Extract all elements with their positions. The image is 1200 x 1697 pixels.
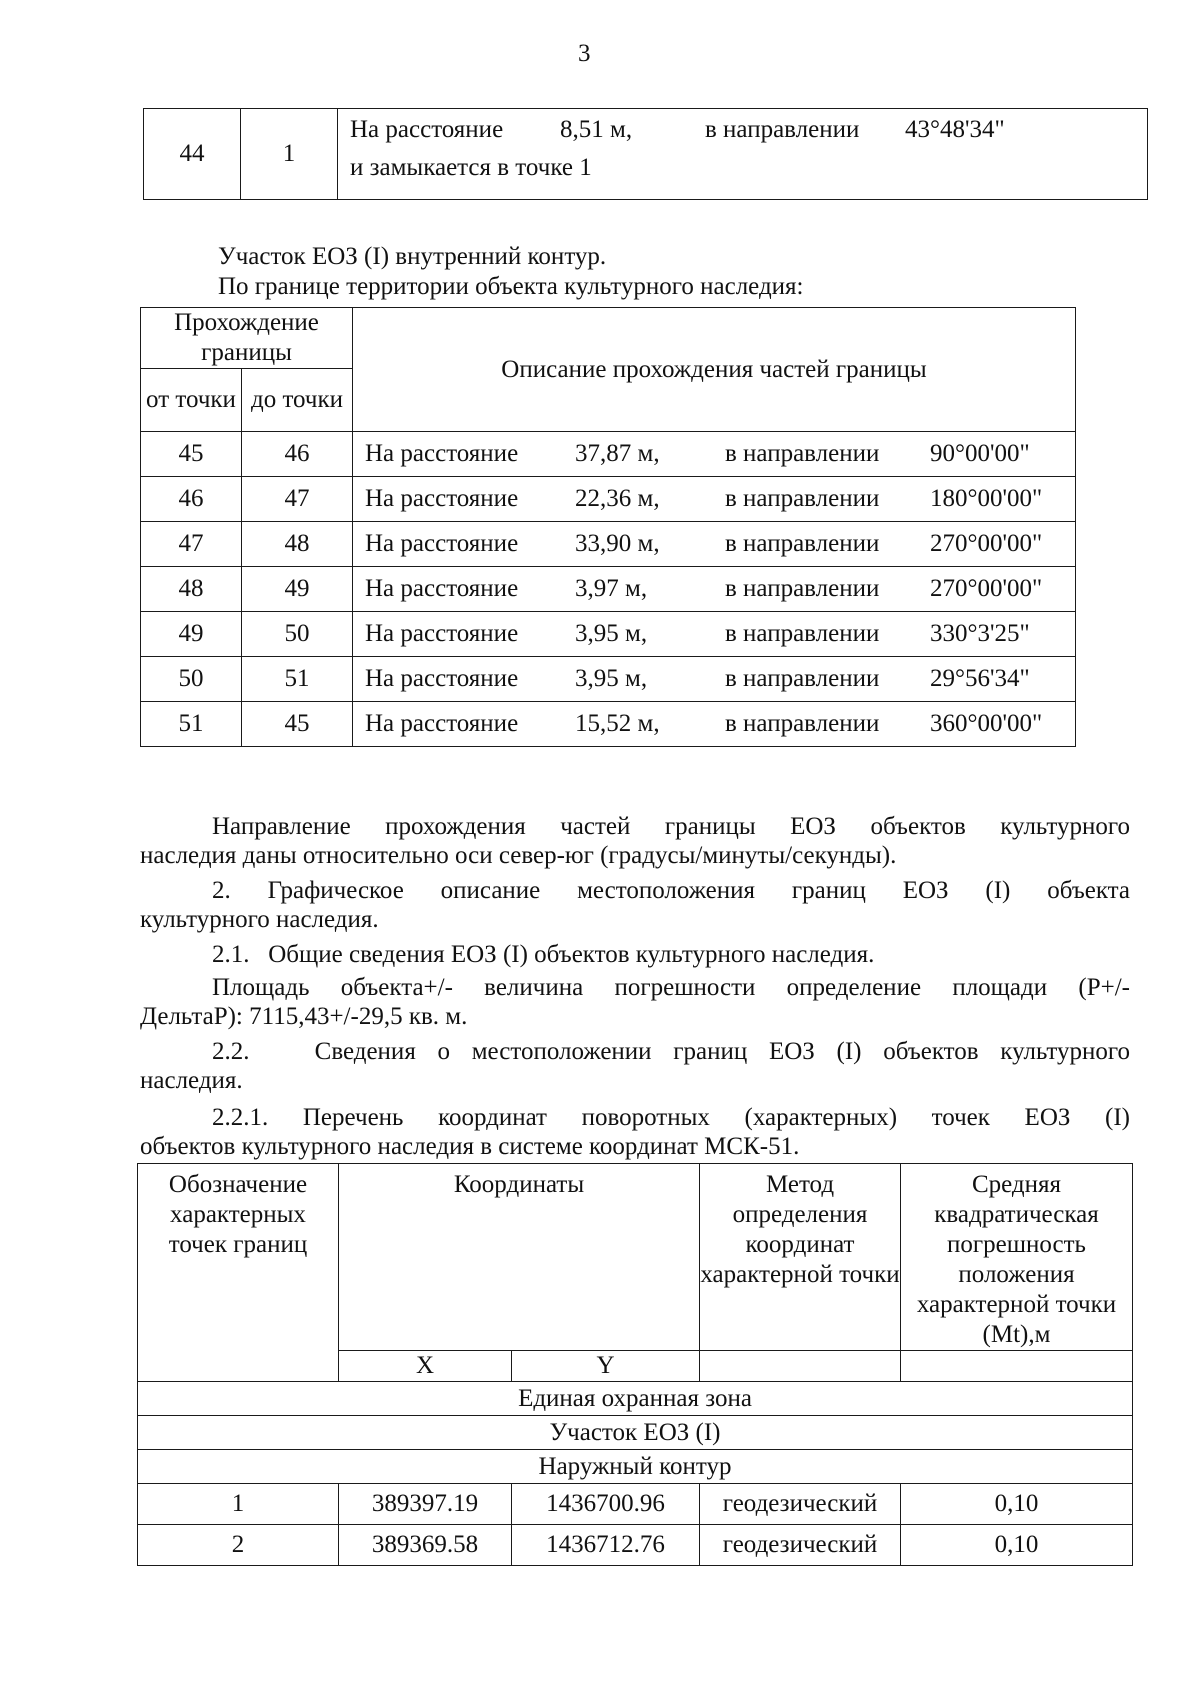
page-number: 3 [578,40,591,67]
direction-value: 360°00'00" [930,710,1043,737]
to-point-cell: 47 [242,477,353,522]
y-header: Y [512,1351,700,1382]
error-header: Средняя квадратическая погрешность положения характерной точки (Mt),м [901,1164,1133,1351]
distance-prefix: На расстояние [365,575,519,602]
contour-section-label: Наружный контур [138,1450,1133,1484]
error-cell: 0,10 [901,1484,1133,1525]
description-cell [353,477,1076,522]
from-point-cell: 47 [141,522,242,567]
area-text: ДельтаР): 7115,43+/-29,5 кв. м. [140,1003,468,1030]
to-point-cell: 49 [242,567,353,612]
boundary-intro: По границе территории объекта культурного наследия: [218,273,804,300]
description-cell [353,702,1076,747]
description-cell [353,522,1076,567]
general-info-heading: 2.1. Общие сведения ЕОЗ (I) объектов культурного наследия. [212,941,875,968]
table-row [138,1416,1133,1450]
x-coordinate-cell: 389369.58 [339,1525,512,1566]
method-cell: геодезический [700,1525,901,1566]
boundary-description-table [140,307,1076,747]
table-header-row [141,308,1076,369]
distance-value: 15,52 м, [575,710,660,737]
error-subheader [901,1351,1133,1382]
table-row [138,1382,1133,1416]
distance-prefix: На расстояние [365,665,519,692]
to-point-cell: 46 [242,432,353,477]
table-row [141,612,1076,657]
table-row [141,702,1076,747]
description-header: Описание прохождения частей границы [353,308,1076,432]
distance-value: 22,36 м, [575,485,660,512]
table-row [141,657,1076,702]
to-point-cell: 51 [242,657,353,702]
distance-prefix: На расстояние [365,440,519,467]
coordinates-header: Координаты [339,1164,700,1351]
from-point-cell: 50 [141,657,242,702]
coordinates-list-heading: объектов культурного наследия в системе координат МСК-51. [140,1133,800,1160]
direction-value: 330°3'25" [930,620,1030,647]
table-row [141,432,1076,477]
description-line [338,109,1147,145]
area-text: Площадь объекта+/- величина погрешности определение площади (Р+/- [212,974,1130,1001]
direction-value: 29°56'34" [930,665,1030,692]
direction-label: в направлении [725,665,880,692]
distance-prefix: На расстояние [365,530,519,557]
y-coordinate-cell: 1436712.76 [512,1525,700,1566]
direction-label: в направлении [725,485,880,512]
table-row [141,477,1076,522]
distance-value: 37,87 м, [575,440,660,467]
from-point-cell: 45 [141,432,242,477]
direction-note-line: наследия даны относительно оси север-юг (градусы/минуты/секунды). [140,842,897,869]
y-coordinate-cell: 1436700.96 [512,1484,700,1525]
table-row [138,1525,1133,1566]
distance-value: 8,51 м, [560,116,633,143]
zone-section-label: Единая охранная зона [138,1382,1133,1416]
distance-prefix: На расстояние [365,620,519,647]
x-coordinate-cell: 389397.19 [339,1484,512,1525]
direction-value: 180°00'00" [930,485,1043,512]
to-point-cell: 50 [242,612,353,657]
direction-label: в направлении [725,530,880,557]
from-point-cell: 51 [141,702,242,747]
direction-note-line: Направление прохождения частей границы ЕОЗ объектов культурного [212,813,1130,840]
from-point-header: от точки [141,369,242,432]
boundary-continuation-table [143,108,1148,200]
from-point-cell: 48 [141,567,242,612]
to-point-cell: 1 [241,109,338,200]
distance-value: 3,95 м, [575,665,648,692]
direction-label: в направлении [725,710,880,737]
boundary-rows [141,432,1076,747]
distance-value: 3,97 м, [575,575,648,602]
table-row [138,1484,1133,1525]
section-inner-contour: Участок ЕОЗ (I) внутренний контур. [218,243,607,270]
error-cell: 0,10 [901,1525,1133,1566]
method-cell: геодезический [700,1484,901,1525]
from-point-cell: 49 [141,612,242,657]
table-header-row [138,1164,1133,1351]
designation-header: Обозначение характерных точек границ [138,1164,339,1382]
graphic-description-heading: 2. Графическое описание местоположения границ ЕОЗ (I) объекта [212,877,1130,904]
distance-value: 33,90 м, [575,530,660,557]
method-subheader [700,1351,901,1382]
direction-value: 90°00'00" [930,440,1030,467]
table-row [141,522,1076,567]
method-header: Метод определения координат характерной точки [700,1164,901,1351]
table-row [141,567,1076,612]
description-cell [353,657,1076,702]
description-cell [353,432,1076,477]
direction-value: 270°00'00" [930,530,1043,557]
coordinates-table [137,1163,1133,1566]
closing-text: и замыкается в точке 1 [350,154,592,181]
table-row [144,109,1148,200]
x-header: X [339,1351,512,1382]
area-section-label: Участок ЕОЗ (I) [138,1416,1133,1450]
description-cell [338,109,1148,200]
to-point-cell: 48 [242,522,353,567]
from-point-cell: 46 [141,477,242,522]
point-number-cell: 1 [138,1484,339,1525]
direction-label: в направлении [705,116,860,143]
from-point-cell: 44 [144,109,241,200]
direction-label: в направлении [725,620,880,647]
table-row [138,1450,1133,1484]
coordinates-list-heading: 2.2.1. Перечень координат поворотных (характерных) точек ЕОЗ (I) [212,1104,1130,1131]
distance-prefix: На расстояние [365,485,519,512]
direction-value: 43°48'34" [905,116,1005,143]
direction-label: в направлении [725,440,880,467]
distance-value: 3,95 м, [575,620,648,647]
location-heading: наследия. [140,1067,243,1094]
direction-label: в направлении [725,575,880,602]
description-cell [353,612,1076,657]
description-cell [353,567,1076,612]
to-point-cell: 45 [242,702,353,747]
location-heading: 2.2. Сведения о местоположении границ ЕОЗ (I) объектов культурного [212,1038,1130,1065]
distance-prefix: На расстояние [365,710,519,737]
direction-value: 270°00'00" [930,575,1043,602]
passage-header: Прохождение границы [141,308,353,369]
to-point-header: до точки [242,369,353,432]
coordinate-rows [138,1484,1133,1566]
point-number-cell: 2 [138,1525,339,1566]
distance-prefix: На расстояние [350,116,504,143]
graphic-description-heading: культурного наследия. [140,906,379,933]
